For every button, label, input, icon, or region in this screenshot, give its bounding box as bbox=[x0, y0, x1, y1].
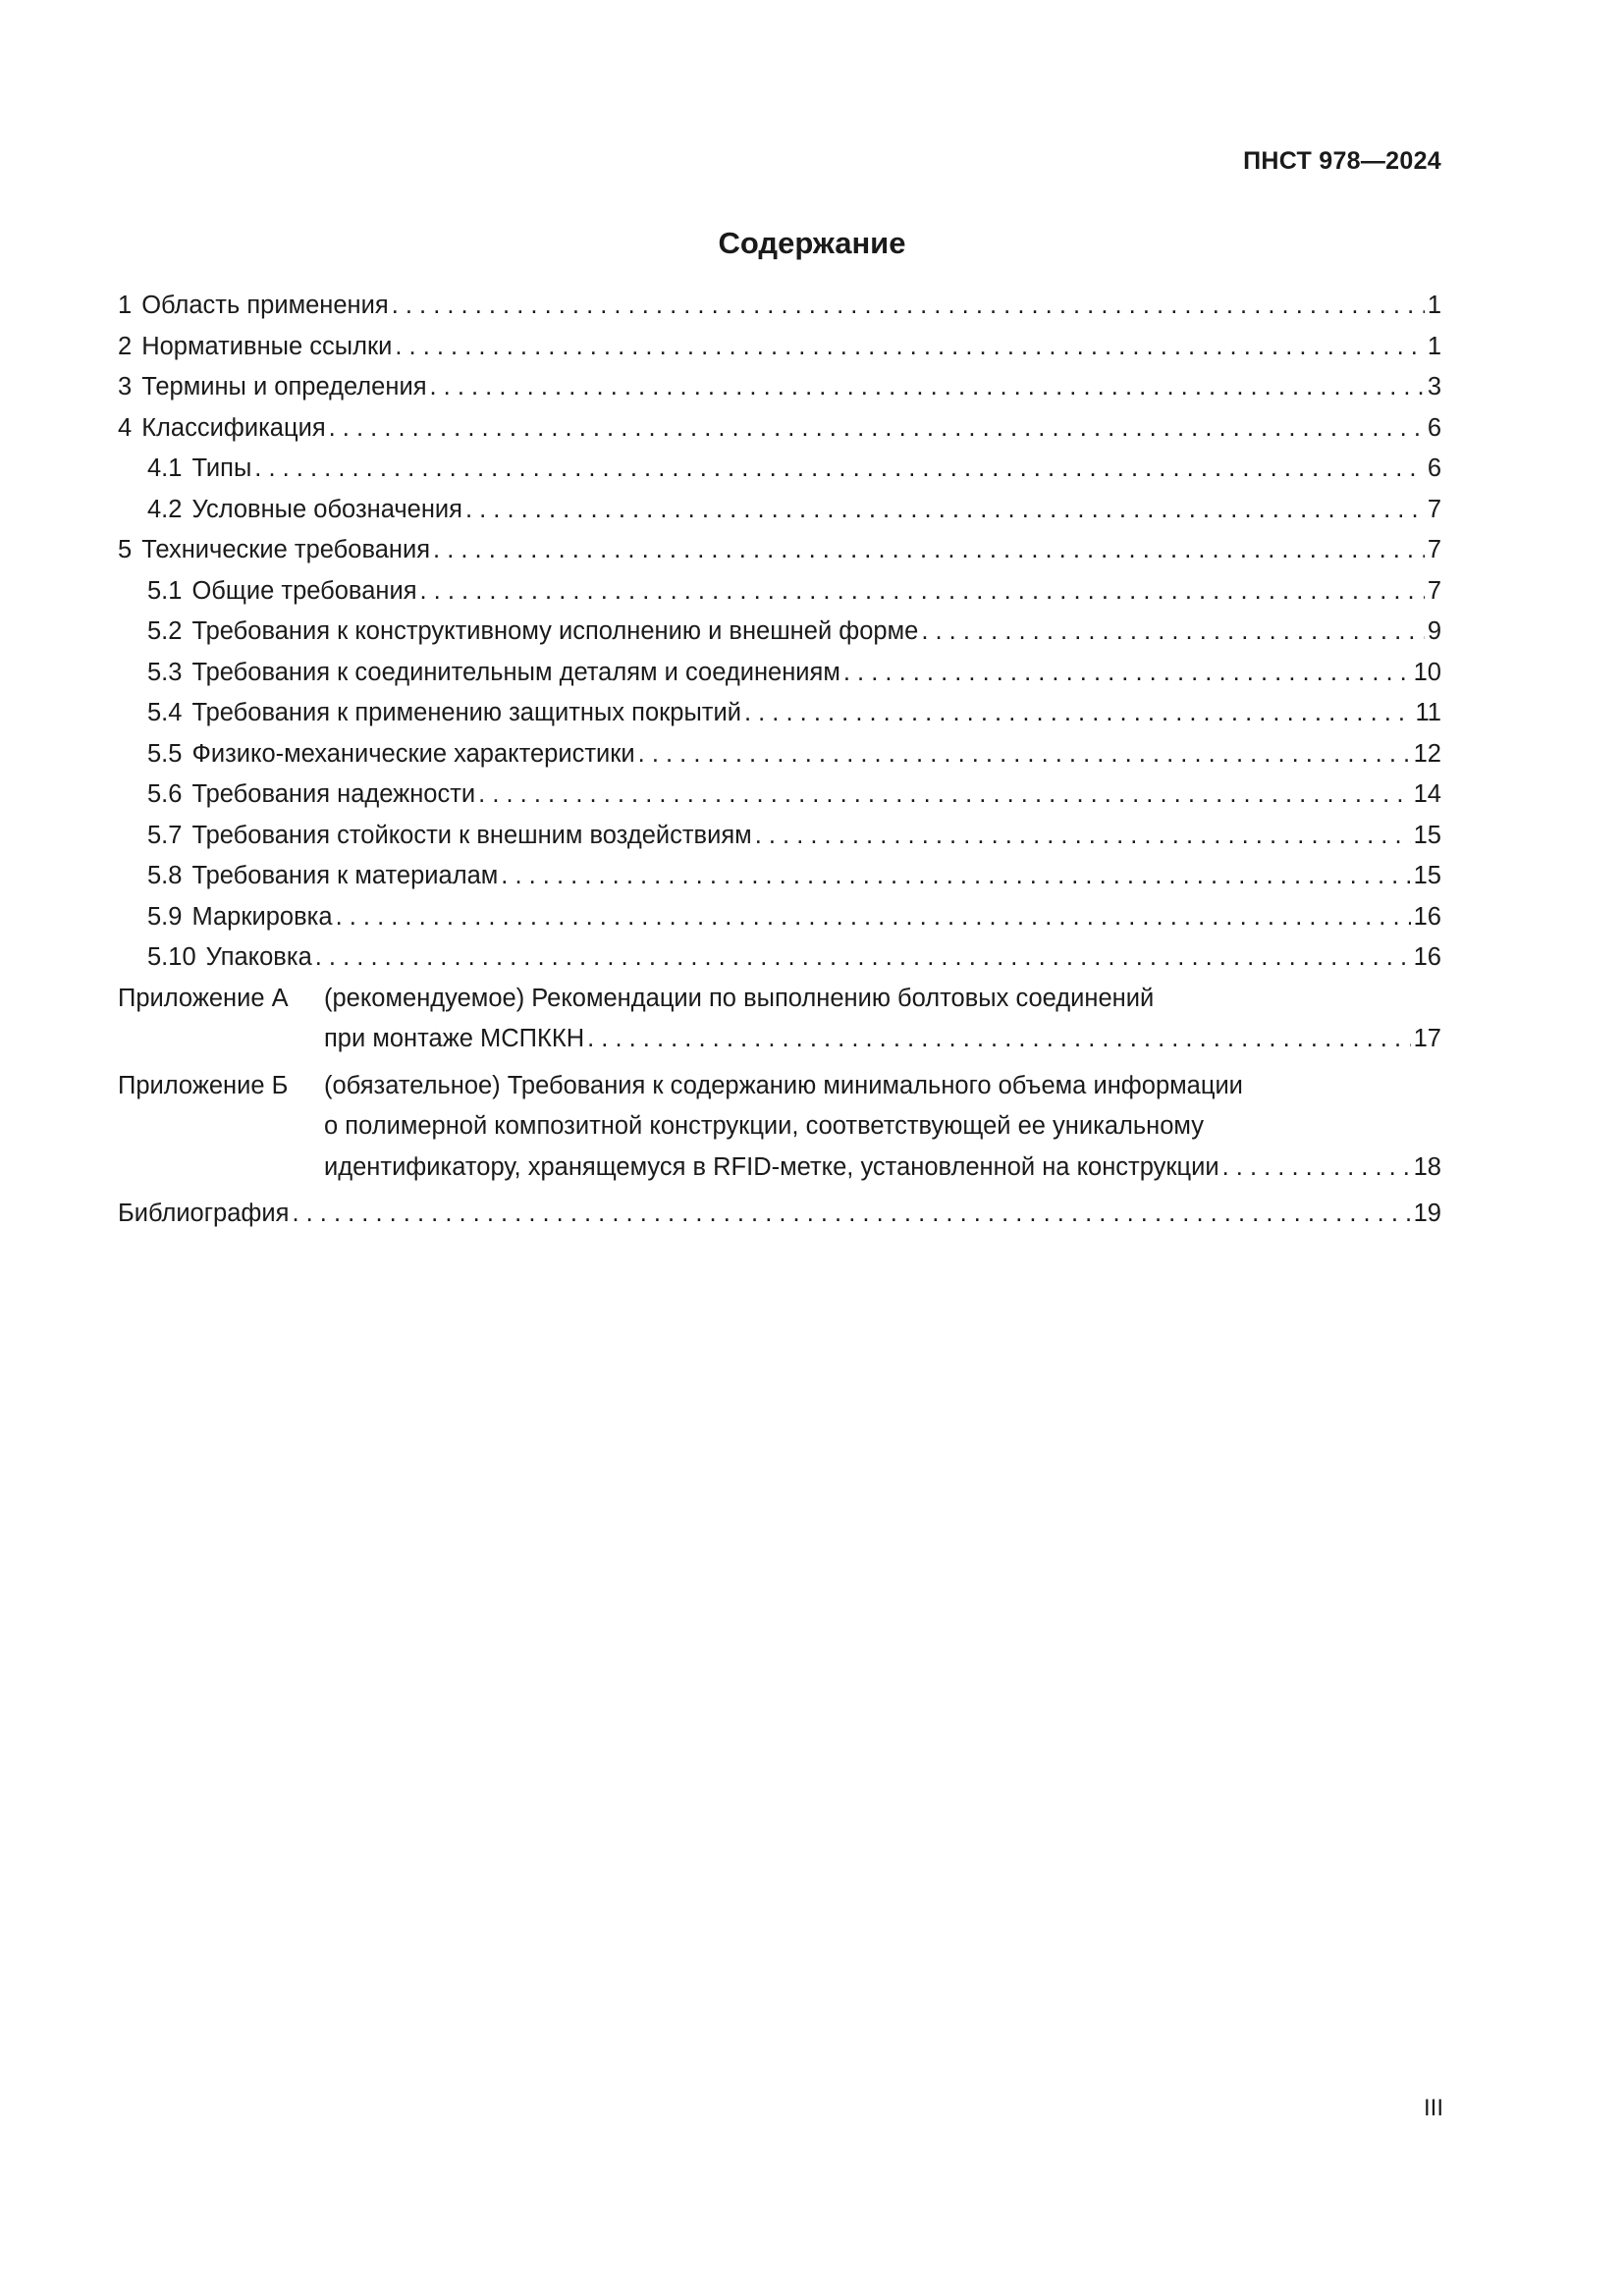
toc-entry[interactable] bbox=[118, 408, 1441, 450]
dot-leader bbox=[465, 490, 1425, 531]
toc-entry[interactable] bbox=[118, 816, 1441, 857]
toc-label bbox=[147, 734, 635, 775]
toc-section-title: Условные обозначения bbox=[191, 495, 462, 523]
annex-line: о полимерной композитной конструкции, соответствующей ее уникальному bbox=[324, 1112, 1204, 1140]
toc-page-number: 16 bbox=[1413, 943, 1441, 971]
toc-section-title: Требования надежности bbox=[191, 780, 476, 808]
toc-section-title: Технические требования bbox=[141, 536, 431, 563]
toc-page-number: 12 bbox=[1413, 739, 1441, 768]
toc-annex-b[interactable] bbox=[118, 1066, 1441, 1189]
dot-leader bbox=[755, 816, 1411, 857]
annex-prefix: Приложение Б bbox=[118, 1071, 289, 1099]
toc-page-number: 16 bbox=[1413, 902, 1441, 931]
toc-section-title: Область применения bbox=[141, 292, 389, 319]
toc-page-number: 6 bbox=[1427, 454, 1441, 482]
toc-entry[interactable] bbox=[118, 897, 1441, 938]
dot-leader bbox=[392, 286, 1425, 327]
toc-entry[interactable] bbox=[118, 490, 1441, 531]
annex-body bbox=[324, 1066, 1441, 1189]
dot-leader bbox=[336, 897, 1411, 938]
toc-page-number: 1 bbox=[1427, 292, 1441, 319]
annex-body bbox=[324, 979, 1441, 1060]
dot-leader bbox=[433, 530, 1425, 571]
toc-page-number: 14 bbox=[1413, 780, 1441, 808]
toc-label bbox=[147, 693, 741, 734]
toc-label bbox=[147, 774, 475, 816]
toc-section-number: 5.4 bbox=[147, 699, 183, 726]
dot-leader bbox=[587, 1019, 1411, 1060]
toc-section-number: 4 bbox=[118, 413, 133, 442]
toc-label bbox=[147, 490, 462, 531]
toc-entry[interactable] bbox=[118, 937, 1441, 979]
toc-label bbox=[147, 571, 417, 613]
toc-page-number: 6 bbox=[1427, 413, 1441, 442]
toc-page-number: 15 bbox=[1413, 821, 1441, 849]
toc-page-number: 19 bbox=[1413, 1200, 1441, 1227]
toc-section-title: Требования стойкости к внешним воздействиям bbox=[191, 821, 752, 849]
toc-entry[interactable] bbox=[118, 449, 1441, 490]
toc-section-number: 5.1 bbox=[147, 576, 183, 605]
toc-section-title: Маркировка bbox=[191, 902, 333, 931]
toc-section-number: 5.6 bbox=[147, 780, 183, 808]
dot-leader bbox=[843, 653, 1411, 694]
toc-section-title: Нормативные ссылки bbox=[141, 332, 393, 360]
toc-page-number: 10 bbox=[1413, 658, 1441, 686]
toc-section-number: 5.5 bbox=[147, 739, 183, 768]
toc-label bbox=[118, 367, 427, 408]
toc-page-number: 7 bbox=[1427, 536, 1441, 563]
toc-entry[interactable] bbox=[118, 734, 1441, 775]
toc-section-title: Требования к соединительным деталям и соединениям bbox=[191, 658, 840, 686]
toc-entry[interactable] bbox=[118, 856, 1441, 897]
toc-label bbox=[147, 897, 333, 938]
page-number: III bbox=[1423, 2095, 1443, 2121]
dot-leader bbox=[921, 612, 1424, 653]
annex-last-line bbox=[324, 1148, 1441, 1189]
dot-leader bbox=[501, 856, 1410, 897]
toc-section-number: 5.8 bbox=[147, 862, 183, 889]
toc-label bbox=[147, 856, 498, 897]
dot-leader bbox=[315, 937, 1411, 979]
toc-label bbox=[147, 449, 251, 490]
dot-leader bbox=[292, 1194, 1410, 1235]
toc-annex-a[interactable] bbox=[118, 979, 1441, 1060]
toc-section-title: Требования к материалам bbox=[191, 862, 499, 889]
toc-section-title: Физико-механические характеристики bbox=[191, 739, 635, 768]
toc-page-number: 17 bbox=[1413, 1025, 1441, 1052]
toc-title: Содержание bbox=[718, 226, 906, 260]
toc-page-number: 15 bbox=[1413, 862, 1441, 889]
toc-section-number: 5.2 bbox=[147, 617, 183, 645]
document-code: ПНСТ 978—2024 bbox=[1243, 147, 1441, 175]
toc-entry[interactable] bbox=[118, 367, 1441, 408]
toc-section-number: 4.1 bbox=[147, 454, 183, 482]
annex-last-label: идентификатору, хранящемуся в RFID-метке, установленной на конструкции bbox=[324, 1152, 1219, 1181]
dot-leader bbox=[1222, 1148, 1411, 1189]
dot-leader bbox=[329, 408, 1425, 450]
toc-section-number: 5 bbox=[118, 536, 133, 563]
toc-section-title: Классификация bbox=[141, 413, 326, 442]
toc-page-number: 7 bbox=[1427, 576, 1441, 605]
toc-entry[interactable] bbox=[118, 612, 1441, 653]
toc-section-number: 1 bbox=[118, 292, 133, 319]
toc-entry[interactable] bbox=[118, 530, 1441, 571]
toc-label bbox=[147, 653, 840, 694]
toc-label bbox=[118, 286, 389, 327]
toc-section-number: 5.10 bbox=[147, 943, 196, 971]
toc-section-number: 5.3 bbox=[147, 658, 183, 686]
toc-label bbox=[118, 530, 430, 571]
toc-entry[interactable] bbox=[118, 327, 1441, 368]
toc-entry[interactable] bbox=[118, 653, 1441, 694]
toc-section-number: 4.2 bbox=[147, 495, 183, 523]
toc-section-title: Требования к применению защитных покрытий bbox=[191, 699, 741, 726]
annex-prefix: Приложение А bbox=[118, 984, 289, 1012]
toc-bibliography[interactable] bbox=[118, 1194, 1441, 1235]
dot-leader bbox=[254, 449, 1425, 490]
dot-leader bbox=[395, 327, 1424, 368]
toc-section-number: 3 bbox=[118, 373, 133, 400]
toc-section-title: Упаковка bbox=[205, 943, 312, 971]
toc-section-number: 5.7 bbox=[147, 821, 183, 849]
toc-section-title: Типы bbox=[191, 454, 252, 482]
table-of-contents bbox=[118, 286, 1441, 1235]
toc-label: Библиография bbox=[118, 1200, 290, 1227]
annex-line: (обязательное) Требования к содержанию минимального объема информации bbox=[324, 1071, 1243, 1099]
toc-page-number: 11 bbox=[1415, 699, 1441, 726]
toc-section-number: 5.9 bbox=[147, 902, 183, 931]
dot-leader bbox=[744, 693, 1413, 734]
toc-page-number: 1 bbox=[1427, 332, 1441, 360]
toc-label bbox=[147, 612, 918, 653]
toc-label bbox=[118, 408, 326, 450]
toc-page-number: 7 bbox=[1427, 495, 1441, 523]
annex-last-line bbox=[324, 1019, 1441, 1060]
toc-page-number: 18 bbox=[1413, 1152, 1441, 1181]
toc-section-title: Требования к конструктивному исполнению и внешней форме bbox=[191, 617, 919, 645]
toc-section-number: 2 bbox=[118, 332, 133, 360]
toc-section-title: Общие требования bbox=[191, 576, 417, 605]
toc-label bbox=[118, 327, 392, 368]
toc-entry[interactable] bbox=[118, 774, 1441, 816]
toc-page-number: 3 bbox=[1427, 373, 1441, 400]
toc-items bbox=[118, 286, 1441, 979]
dot-leader bbox=[420, 571, 1425, 613]
toc-section-title: Термины и определения bbox=[141, 373, 427, 400]
toc-entry[interactable] bbox=[118, 286, 1441, 327]
toc-page-number: 9 bbox=[1427, 617, 1441, 645]
toc-label bbox=[147, 937, 312, 979]
annex-last-label: при монтаже МСПККН bbox=[324, 1025, 585, 1052]
toc-label bbox=[147, 816, 752, 857]
dot-leader bbox=[430, 367, 1425, 408]
toc-entry[interactable] bbox=[118, 571, 1441, 613]
annex-line: (рекомендуемое) Рекомендации по выполнению болтовых соединений bbox=[324, 984, 1155, 1012]
dot-leader bbox=[478, 774, 1410, 816]
dot-leader bbox=[638, 734, 1411, 775]
toc-entry[interactable] bbox=[118, 693, 1441, 734]
